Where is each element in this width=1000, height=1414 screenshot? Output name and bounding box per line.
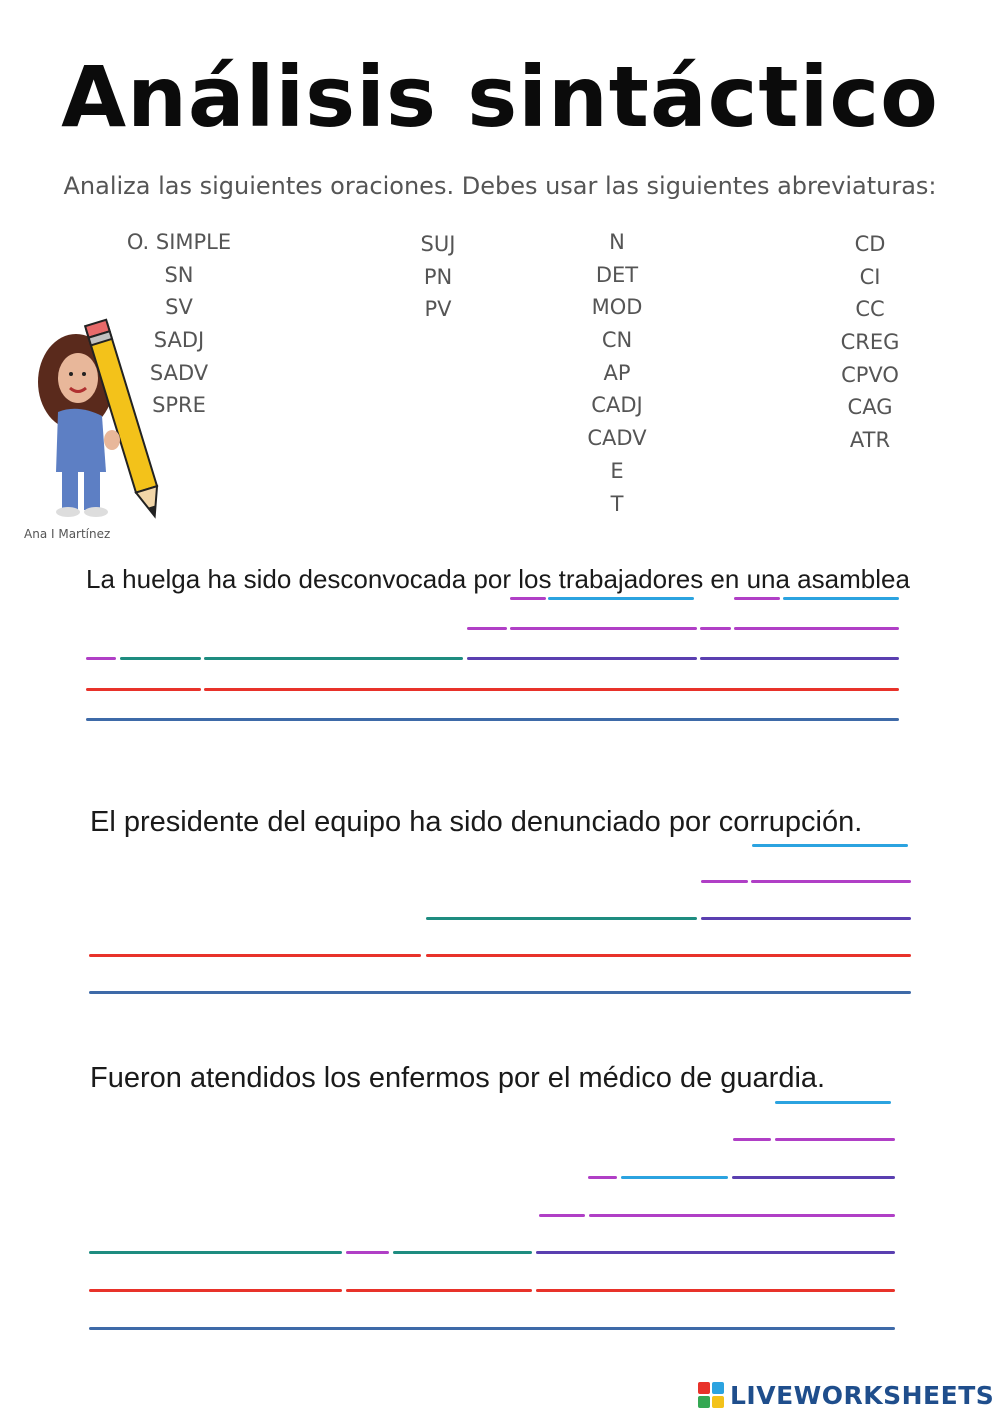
abbreviation-item: T bbox=[610, 491, 624, 516]
sentence-2: El presidente del equipo ha sido denunciado por corrupción. bbox=[90, 806, 863, 838]
abbreviation-item: SN bbox=[164, 262, 194, 287]
answer-line-input[interactable] bbox=[510, 627, 697, 630]
abbreviation-item: CAG bbox=[847, 395, 893, 420]
answer-line-input[interactable] bbox=[536, 1289, 895, 1292]
abbreviation-item: CPVO bbox=[841, 362, 899, 387]
abbreviation-item: O. SIMPLE bbox=[126, 230, 232, 254]
abbreviation-item: ATR bbox=[849, 428, 891, 453]
answer-line-input[interactable] bbox=[775, 1138, 895, 1141]
answer-line-input[interactable] bbox=[393, 1251, 532, 1254]
abbreviation-item: MOD bbox=[591, 295, 643, 320]
abbreviation-item: CC bbox=[855, 297, 885, 322]
answer-line-input[interactable] bbox=[89, 1289, 342, 1292]
answer-line-input[interactable] bbox=[701, 917, 911, 920]
answer-line-input[interactable] bbox=[548, 597, 694, 600]
abbreviation-item: DET bbox=[595, 262, 639, 287]
liveworksheets-logo bbox=[698, 1378, 994, 1412]
answer-line-input[interactable] bbox=[783, 597, 899, 600]
abbreviation-column-2 bbox=[358, 228, 518, 326]
abbreviation-item: SUJ bbox=[420, 232, 456, 256]
sentence-1: La huelga ha sido desconvocada por los trabajadores en una asamblea bbox=[86, 564, 910, 594]
answer-line-input[interactable] bbox=[89, 991, 911, 994]
abbreviation-item: PN bbox=[423, 264, 453, 289]
answer-line-input[interactable] bbox=[89, 1327, 895, 1330]
answer-line-input[interactable] bbox=[120, 657, 201, 660]
sentence-3: Fueron atendidos los enfermos por el médico de guardia. bbox=[90, 1062, 826, 1094]
abbreviation-item: SPRE bbox=[152, 393, 206, 418]
answer-line-input[interactable] bbox=[732, 1176, 895, 1179]
answer-line-input[interactable] bbox=[467, 657, 697, 660]
abbreviation-item: PV bbox=[424, 297, 452, 322]
answer-line-input[interactable] bbox=[588, 1176, 617, 1179]
logo-brand-text: LIVEWORKSHEETS bbox=[730, 1380, 995, 1410]
answer-line-input[interactable] bbox=[734, 627, 899, 630]
logo-grid-icon bbox=[698, 1382, 724, 1408]
answer-line-input[interactable] bbox=[700, 657, 899, 660]
answer-line-input[interactable] bbox=[701, 880, 748, 883]
answer-line-input[interactable] bbox=[467, 627, 507, 630]
answer-line-input[interactable] bbox=[86, 718, 899, 721]
answer-line-input[interactable] bbox=[426, 917, 697, 920]
answer-line-input[interactable] bbox=[510, 597, 546, 600]
abbreviation-item: AP bbox=[603, 360, 631, 385]
avatar-with-pencil-illustration bbox=[26, 312, 176, 524]
abbreviation-item: SADV bbox=[149, 360, 209, 385]
page-title: Análisis sintáctico bbox=[61, 48, 939, 146]
instructions-text: Analiza las siguientes oraciones. Debes usar las siguientes abreviaturas: bbox=[63, 172, 937, 200]
abbreviation-column-4 bbox=[790, 228, 950, 457]
answer-line-input[interactable] bbox=[589, 1214, 895, 1217]
abbreviation-item: CN bbox=[601, 328, 633, 353]
answer-line-input[interactable] bbox=[204, 657, 463, 660]
answer-line-input[interactable] bbox=[734, 597, 780, 600]
answer-line-input[interactable] bbox=[86, 657, 116, 660]
answer-line-input[interactable] bbox=[700, 627, 731, 630]
abbreviation-item: CREG bbox=[840, 330, 900, 355]
abbreviation-item: SADJ bbox=[153, 328, 205, 353]
abbreviation-item: E bbox=[610, 458, 624, 483]
abbreviation-item: SV bbox=[165, 295, 193, 320]
answer-line-input[interactable] bbox=[346, 1289, 532, 1292]
answer-line-input[interactable] bbox=[426, 954, 911, 957]
abbreviation-item: CADJ bbox=[591, 393, 643, 418]
answer-line-input[interactable] bbox=[89, 1251, 342, 1254]
answer-line-input[interactable] bbox=[775, 1101, 891, 1104]
abbreviation-item: CD bbox=[854, 232, 886, 256]
answer-line-input[interactable] bbox=[751, 880, 911, 883]
abbreviation-column-3 bbox=[537, 226, 697, 520]
answer-line-input[interactable] bbox=[536, 1251, 895, 1254]
abbreviation-item: CI bbox=[859, 264, 881, 289]
answer-line-input[interactable] bbox=[752, 844, 908, 847]
answer-line-input[interactable] bbox=[621, 1176, 728, 1179]
abbreviation-item: CADV bbox=[587, 426, 647, 451]
answer-line-input[interactable] bbox=[89, 954, 421, 957]
answer-line-input[interactable] bbox=[346, 1251, 389, 1254]
answer-line-input[interactable] bbox=[204, 688, 899, 691]
abbreviation-item: N bbox=[609, 230, 625, 254]
answer-line-input[interactable] bbox=[86, 688, 201, 691]
author-caption: Ana I Martínez bbox=[24, 527, 111, 541]
answer-line-input[interactable] bbox=[539, 1214, 585, 1217]
answer-line-input[interactable] bbox=[733, 1138, 771, 1141]
